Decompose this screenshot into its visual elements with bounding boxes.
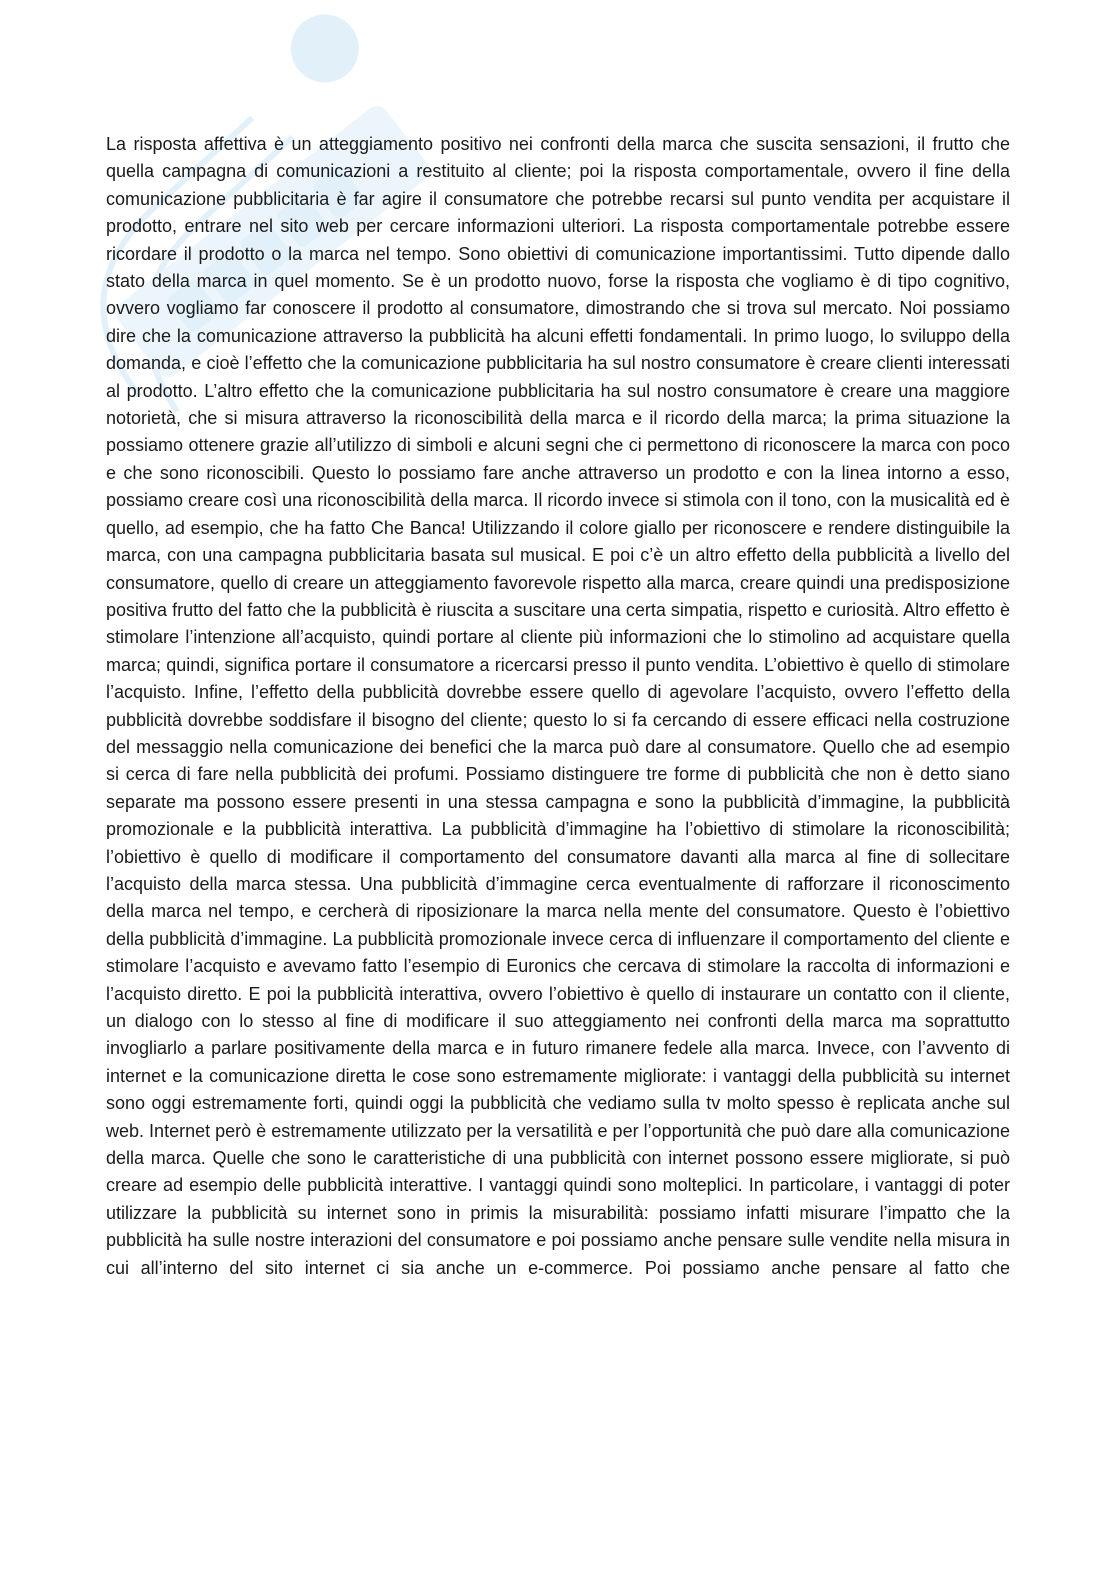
body-paragraph: La risposta affettiva è un atteggiamento positivo nei confronti della marca che suscita sensazioni, il frutto che quella campagna di comunicazioni a restituito al cliente; poi la risposta comportamentale, ovvero il fine della comunicazione pubblicitaria è far agire il consumatore che potrebbe recarsi sul punto vendita per acquistare il prodotto, entrare nel sito web per cercare informazioni ulteriori. La risposta comportamentale potrebbe essere ricordare il prodotto o la marca nel tempo. Sono obiettivi di comunicazione importantissimi. Tutto dipende dallo stato della marca in quel momento. Se è un prodotto nuovo, forse la risposta che vogliamo è di tipo cognitivo, ovvero vogliamo far conoscere il prodotto al consumatore, dimostrando che si trova sul mercato. Noi possiamo dire che la comunicazione attraverso la pubblicità ha alcuni effetti fondamentali. In primo luogo, lo sviluppo della domanda, e cioè l’effetto che la comunicazione pubblicitaria ha sul nostro consumatore è creare clienti interessati al prodotto. L’altro effetto che la comunicazione pubblicitaria ha sul nostro consumatore è creare una maggiore notorietà, che si misura attraverso la riconoscibilità della marca e il ricordo della marca; la prima situazione la possiamo ottenere grazie all’utilizzo di simboli e alcuni segni che ci permettono di riconoscere la marca con poco e che sono riconoscibili. Questo lo possiamo fare anche attraverso un prodotto e con la linea intorno a esso, possiamo creare così una riconoscibilità della marca. Il ricordo invece si stimola con il tono, con la musicalità ed è quello, ad esempio, che ha fatto Che Banca! Utilizzando il colore giallo per riconoscere e rendere distinguibile la marca, con una campagna pubblicitaria basata sul musical. E poi c’è un altro effetto della pubblicità a livello del consumatore, quello di creare un atteggiamento favorevole rispetto alla marca, creare quindi una predisposizione positiva frutto del fatto che la pubblicità è riuscita a suscitare una certa simpatia, rispetto e curiosità. Altro effetto è stimolare l’intenzione all’acquisto, quindi portare al cliente più informazioni che lo stimolino ad acquistare quella marca; quindi, significa portare il consumatore a ricercarsi presso il punto vendita. L’obiettivo è quello di stimolare l’acquisto. Infine, l’effetto della pubblicità dovrebbe essere quello di agevolare l’acquisto, ovvero l’effetto della pubblicità dovrebbe soddisfare il bisogno del cliente; questo lo si fa cercando di essere efficaci nella costruzione del messaggio nella comunicazione dei benefici che la marca può dare al consumatore. Quello che ad esempio si cerca di fare nella pubblicità dei profumi. Possiamo distinguere tre forme di pubblicità che non è detto siano separate ma possono essere presenti in una stessa campagna e sono la pubblicità d’immagine, la pubblicità promozionale e la pubblicità interattiva. La pubblicità d’immagine ha l’obiettivo di stimolare la riconoscibilità; l’obiettivo è quello di modificare il comportamento del consumatore davanti alla marca al fine di sollecitare l’acquisto della marca stessa. Una pubblicità d’immagine cerca eventualmente di rafforzare il riconoscimento della marca nel tempo, e cercherà di riposizionare la marca nella mente del consumatore. Questo è l’obiettivo della pubblicità d’immagine. La pubblicità promozionale invece cerca di influenzare il comportamento del cliente e stimolare l’acquisto e avevamo fatto l’esempio di Euronics che cercava di stimolare la raccolta di informazioni e l’acquisto diretto. E poi la pubblicità interattiva, ovvero l’obiettivo è quello di instaurare un contatto con il cliente, un dialogo con lo stesso al fine di modificare il suo atteggiamento nei confronti della marca ma soprattutto invogliarlo a parlare positivamente della marca e in futuro rimanere fedele alla marca. Invece, con l’avvento di internet e la comunicazione diretta le cose sono estremamente migliorate: i vantaggi della pubblicità su internet sono oggi estremamente forti, quindi oggi la pubblicità che vediamo sulla tv molto spesso è replicata anche sul web. Internet però è estremamente utilizzato per la versatilità e per l’opportunità che può dare alla comunicazione della marca. Quelle che sono le caratteristiche di una pubblicità con internet possono essere migliorate, si può creare ad esempio delle pubblicità interattive. I vantaggi quindi sono molteplici. In particolare, i vantaggi di poter utilizzare la pubblicità su internet sono in primis la misurabilità: possiamo infatti misurare l’impatto che la pubblicità ha sulle nostre interazioni del consumatore e poi possiamo anche pensare sulle vendite nella misura in cui all’interno del sito internet ci sia anche un e-commerce. Poi possiamo anche pensare al fatto che xyxy=(106,134,1010,1278)
